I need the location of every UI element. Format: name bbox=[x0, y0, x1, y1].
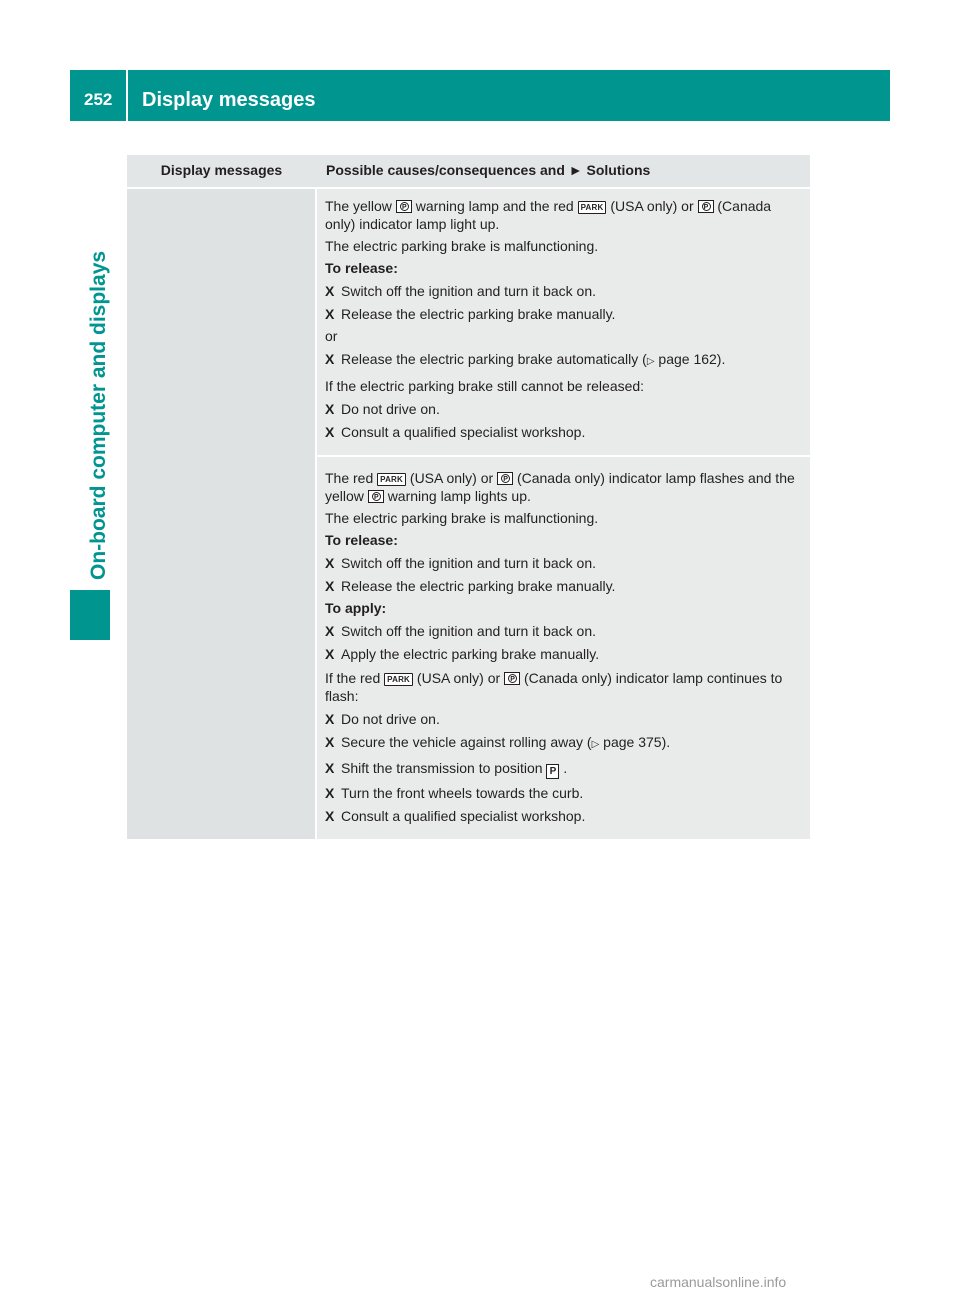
park-indicator-icon: PARK bbox=[384, 673, 413, 686]
step-text: Switch off the ignition and turn it back on. bbox=[341, 555, 597, 571]
solutions-cell bbox=[316, 188, 810, 839]
display-message-cell bbox=[127, 188, 316, 839]
step-arrow-icon: X bbox=[325, 351, 335, 367]
step-arrow-icon: X bbox=[325, 785, 335, 801]
list-item bbox=[325, 577, 802, 595]
icon-letter: P bbox=[372, 492, 381, 501]
text: warning lamp lights up. bbox=[387, 488, 531, 504]
list-item bbox=[325, 400, 802, 418]
list-item bbox=[325, 759, 802, 779]
brake-warning-icon bbox=[368, 490, 384, 503]
step-text: Shift the transmission to position bbox=[341, 760, 543, 776]
icon-letter: P bbox=[501, 474, 510, 483]
list-item bbox=[325, 305, 802, 323]
list-item bbox=[325, 645, 802, 663]
step-text: Switch off the ignition and turn it back on. bbox=[341, 283, 597, 299]
header-divider bbox=[126, 70, 128, 121]
text: warning lamp and the red bbox=[415, 198, 574, 214]
step-text: Secure the vehicle against rolling away ( bbox=[341, 734, 592, 750]
text: (Canada only) indicator lamp light up. bbox=[325, 198, 772, 232]
brake-indicator-icon bbox=[504, 672, 520, 685]
col-header-suffix: Solutions bbox=[586, 162, 651, 178]
step-arrow-icon: X bbox=[325, 555, 335, 571]
list-item bbox=[325, 423, 802, 441]
page-title: Display messages bbox=[142, 89, 316, 111]
solution-block-2 bbox=[317, 455, 810, 839]
brake-indicator-icon bbox=[497, 472, 513, 485]
text: The red bbox=[325, 470, 374, 486]
step-text: Release the electric parking brake manually. bbox=[341, 306, 616, 322]
step-arrow-icon: X bbox=[325, 424, 335, 440]
step-arrow-icon: X bbox=[325, 401, 335, 417]
icon-letter: P bbox=[400, 202, 409, 211]
block1-release-heading: To release: bbox=[325, 260, 398, 276]
col-header-prefix: Possible causes/consequences and bbox=[326, 162, 565, 178]
solution-block-1 bbox=[317, 189, 810, 455]
step-text: Consult a qualified specialist workshop. bbox=[341, 424, 586, 440]
step-text: Do not drive on. bbox=[341, 401, 440, 417]
gear-position-p-icon: P bbox=[546, 764, 559, 779]
text: (USA only) or bbox=[409, 470, 494, 486]
step-text: Switch off the ignition and turn it back on. bbox=[341, 623, 597, 639]
brake-indicator-icon bbox=[698, 200, 714, 213]
brake-warning-icon bbox=[396, 200, 412, 213]
table-header-row bbox=[127, 155, 810, 188]
col-header-display-messages: Display messages bbox=[127, 155, 316, 188]
side-section-label: On-board computer and displays bbox=[87, 250, 110, 580]
step-arrow-icon: X bbox=[325, 808, 335, 824]
step-text: Apply the electric parking brake manually. bbox=[341, 646, 600, 662]
icon-letter: P bbox=[702, 202, 711, 211]
page-ref-link[interactable]: page 375). bbox=[603, 734, 671, 750]
step-text: Turn the front wheels towards the curb. bbox=[341, 785, 584, 801]
text: (USA only) or bbox=[610, 198, 694, 214]
step-text: . bbox=[563, 760, 568, 776]
text: The yellow bbox=[325, 198, 392, 214]
side-tab-block bbox=[70, 590, 110, 640]
block1-status: The electric parking brake is malfunctioning. bbox=[325, 238, 599, 254]
display-messages-table bbox=[127, 155, 810, 839]
list-item bbox=[325, 784, 802, 802]
block1-if-still: If the electric parking brake still cannot be released: bbox=[325, 378, 645, 394]
table-row bbox=[127, 188, 810, 839]
list-item bbox=[325, 710, 802, 728]
step-arrow-icon: X bbox=[325, 711, 335, 727]
step-arrow-icon: X bbox=[325, 623, 335, 639]
list-item bbox=[325, 282, 802, 300]
list-item bbox=[325, 622, 802, 640]
page-number: 252 bbox=[84, 90, 113, 109]
step-arrow-icon: X bbox=[325, 578, 335, 594]
list-item bbox=[325, 350, 802, 371]
block2-apply-heading: To apply: bbox=[325, 600, 387, 616]
page-ref-icon: ▷ bbox=[646, 356, 655, 367]
header-arrow-icon: ► bbox=[568, 162, 583, 178]
list-item bbox=[325, 733, 802, 754]
page-ref-icon: ▷ bbox=[591, 739, 600, 750]
page-ref-link[interactable]: page 162). bbox=[658, 351, 726, 367]
col-header-causes-solutions bbox=[316, 155, 810, 188]
step-text: Release the electric parking brake automatically ( bbox=[341, 351, 647, 367]
park-indicator-icon: PARK bbox=[578, 201, 607, 214]
block2-status: The electric parking brake is malfunctioning. bbox=[325, 510, 599, 526]
step-arrow-icon: X bbox=[325, 734, 335, 750]
block1-or: or bbox=[325, 328, 338, 344]
icon-letter: P bbox=[508, 674, 517, 683]
step-text: Do not drive on. bbox=[341, 711, 440, 727]
list-item bbox=[325, 807, 802, 825]
text: (USA only) or bbox=[416, 670, 501, 686]
block1-intro bbox=[325, 197, 802, 233]
step-arrow-icon: X bbox=[325, 306, 335, 322]
step-text: Release the electric parking brake manually. bbox=[341, 578, 616, 594]
step-arrow-icon: X bbox=[325, 283, 335, 299]
block2-if-flashing bbox=[325, 669, 802, 705]
step-text: Consult a qualified specialist workshop. bbox=[341, 808, 586, 824]
park-indicator-icon: PARK bbox=[377, 473, 406, 486]
step-arrow-icon: X bbox=[325, 760, 335, 776]
step-arrow-icon: X bbox=[325, 646, 335, 662]
text: If the red bbox=[325, 670, 381, 686]
text: (Canada only) indicator lamp continues to flash: bbox=[325, 670, 783, 704]
block2-release-heading: To release: bbox=[325, 532, 398, 548]
text: (Canada only) indicator lamp flashes and the yellow bbox=[325, 470, 795, 504]
block2-intro bbox=[325, 469, 802, 505]
list-item bbox=[325, 554, 802, 572]
footer-watermark: carmanualsonline.info bbox=[650, 1274, 787, 1290]
